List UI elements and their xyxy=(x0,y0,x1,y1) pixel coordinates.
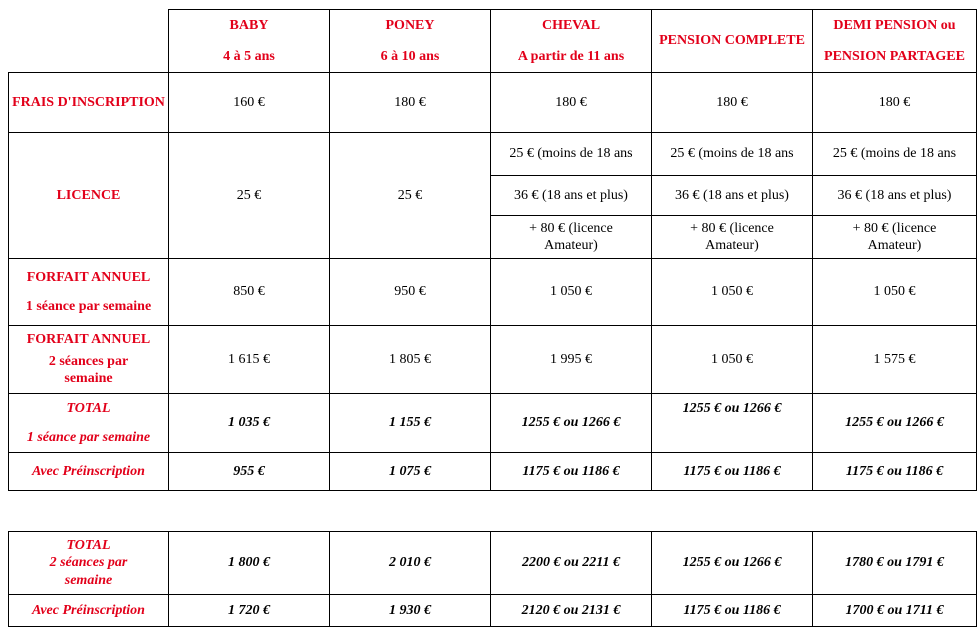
table-cell: 950 € xyxy=(330,259,491,326)
row-forfait-2 xyxy=(9,326,977,394)
table-cell: 180 € xyxy=(652,73,813,133)
table-cell: 1255 € ou 1266 € xyxy=(652,532,813,595)
row-label: Avec Préinscription xyxy=(9,453,169,491)
table-cell: 1 800 € xyxy=(169,532,330,595)
table-cell: 2 010 € xyxy=(330,532,491,595)
table-cell: 36 € (18 ans et plus) xyxy=(813,176,977,216)
table-cell: 1 050 € xyxy=(491,259,652,326)
row-label xyxy=(9,532,169,595)
label-line: 1 séance par semaine xyxy=(25,299,152,314)
table-cell: 2120 € ou 2131 € xyxy=(491,595,652,627)
table-cell: 180 € xyxy=(813,73,977,133)
header-title: PENSION COMPLETE xyxy=(659,33,805,49)
row-preinscription-2 xyxy=(9,595,977,627)
table-cell: 36 € (18 ans et plus) xyxy=(652,176,813,216)
header-poney xyxy=(330,10,491,73)
table-cell: 1255 € ou 1266 € xyxy=(491,394,652,453)
table-cell xyxy=(491,216,652,259)
row-label xyxy=(9,394,169,453)
row-preinscription-1 xyxy=(9,453,977,491)
table-cell: 36 € (18 ans et plus) xyxy=(491,176,652,216)
header-subtitle: PENSION PARTAGEE xyxy=(824,49,965,64)
cell-line: + 80 € (licence xyxy=(852,220,937,236)
label-line: 2 séances par xyxy=(49,555,128,571)
header-title: DEMI PENSION ou xyxy=(833,17,956,33)
header-subtitle: A partir de 11 ans xyxy=(517,49,625,64)
table-cell: 1175 € ou 1186 € xyxy=(813,453,977,491)
table-cell: 180 € xyxy=(491,73,652,133)
table-cell: 25 € (moins de 18 ans xyxy=(491,133,652,176)
table-cell: 1 930 € xyxy=(330,595,491,627)
table-cell: 180 € xyxy=(330,73,491,133)
label-line: 2 séances par xyxy=(48,353,129,369)
row-label xyxy=(9,259,169,326)
header-demi-pension xyxy=(813,10,977,73)
row-label: Avec Préinscription xyxy=(9,595,169,627)
table-cell: 850 € xyxy=(169,259,330,326)
table-cell: 1780 € ou 1791 € xyxy=(813,532,977,595)
cell-line: + 80 € (licence xyxy=(690,220,774,236)
row-label: FRAIS D'INSCRIPTION xyxy=(9,73,169,133)
cell-line: Amateur) xyxy=(705,238,759,253)
table-cell: 1 995 € xyxy=(491,326,652,394)
table-cell xyxy=(813,216,977,259)
header-subtitle: 6 à 10 ans xyxy=(380,49,440,64)
row-label: LICENCE xyxy=(9,133,169,259)
table-cell: 1255 € ou 1266 € xyxy=(652,394,813,453)
table-cell: 25 € xyxy=(169,133,330,259)
header-title: CHEVAL xyxy=(541,17,601,33)
table-cell: 1 805 € xyxy=(330,326,491,394)
header-baby xyxy=(169,10,330,73)
table-cell: 25 € (moins de 18 ans xyxy=(813,133,977,176)
header-title: BABY xyxy=(229,17,269,33)
cell-line: + 80 € (licence xyxy=(529,220,613,236)
table-cell: 1700 € ou 1711 € xyxy=(813,595,977,627)
row-forfait-1 xyxy=(9,259,977,326)
table-cell: 25 € (moins de 18 ans xyxy=(652,133,813,176)
table-cell: 955 € xyxy=(169,453,330,491)
table-cell: 1255 € ou 1266 € xyxy=(813,394,977,453)
label-line: TOTAL xyxy=(66,537,111,553)
row-total-1 xyxy=(9,394,977,453)
cell-line: Amateur) xyxy=(867,238,922,253)
pricing-table xyxy=(8,9,977,491)
cell-line: Amateur) xyxy=(544,238,598,253)
row-frais-inscription xyxy=(9,73,977,133)
header-corner xyxy=(9,10,169,73)
label-line: semaine xyxy=(64,371,113,387)
table-cell: 1 035 € xyxy=(169,394,330,453)
table-cell: 160 € xyxy=(169,73,330,133)
row-total-2 xyxy=(9,532,977,595)
row-label xyxy=(9,326,169,394)
header-subtitle: 4 à 5 ans xyxy=(223,49,275,64)
label-line: FORFAIT ANNUEL xyxy=(26,269,151,285)
table-cell: 1 720 € xyxy=(169,595,330,627)
table-cell: 1 615 € xyxy=(169,326,330,394)
label-line: semaine xyxy=(64,572,113,588)
header-cheval xyxy=(491,10,652,73)
table-cell: 1 575 € xyxy=(813,326,977,394)
label-line: TOTAL xyxy=(66,400,111,416)
table-cell: 1 050 € xyxy=(652,259,813,326)
table-cell: 1175 € ou 1186 € xyxy=(652,595,813,627)
pricing-table-2 xyxy=(8,531,977,627)
table-cell: 2200 € ou 2211 € xyxy=(491,532,652,595)
table-cell: 25 € xyxy=(330,133,491,259)
table-cell: 1175 € ou 1186 € xyxy=(491,453,652,491)
table-cell xyxy=(652,216,813,259)
table-cell: 1 050 € xyxy=(652,326,813,394)
label-line: 1 séance par semaine xyxy=(26,430,151,445)
table-cell: 1 050 € xyxy=(813,259,977,326)
table-cell: 1 075 € xyxy=(330,453,491,491)
header-row xyxy=(9,10,977,73)
header-pension-complete xyxy=(652,10,813,73)
row-licence xyxy=(9,133,977,176)
header-title: PONEY xyxy=(385,17,435,33)
table-cell: 1175 € ou 1186 € xyxy=(652,453,813,491)
table-cell: 1 155 € xyxy=(330,394,491,453)
label-line: FORFAIT ANNUEL xyxy=(26,332,151,348)
